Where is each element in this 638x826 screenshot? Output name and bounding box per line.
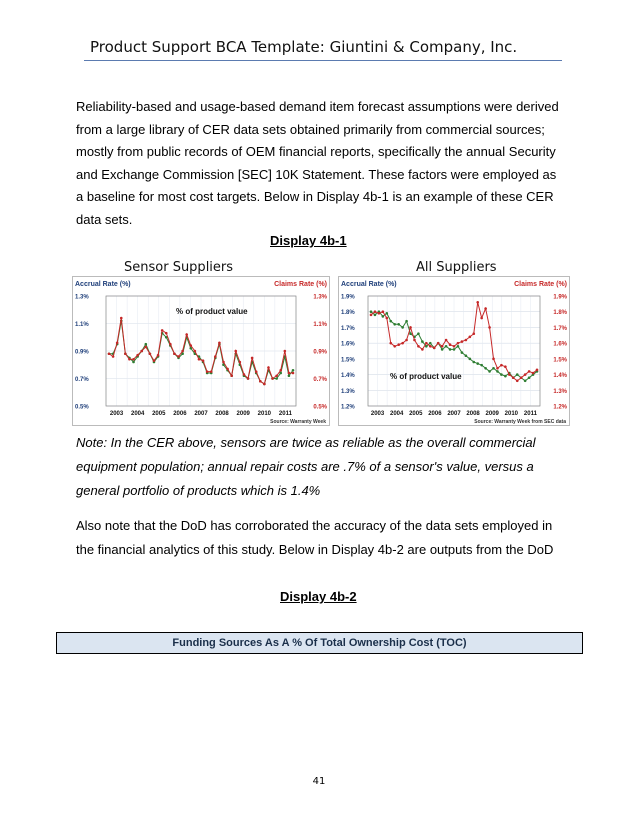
data-point [504, 365, 507, 368]
chart-title: Sensor Suppliers [124, 260, 234, 275]
data-point [239, 361, 242, 364]
table-title: Funding Sources As A % Of Total Ownership Cost (TOC) [172, 637, 467, 649]
x-tick-label: 2003 [109, 411, 124, 417]
data-point [461, 351, 464, 354]
x-tick-label: 2007 [194, 411, 208, 417]
data-point [210, 370, 213, 373]
data-point [267, 366, 270, 369]
data-point [437, 342, 440, 345]
data-point [120, 317, 123, 320]
data-point [386, 312, 389, 315]
data-point [165, 332, 168, 335]
data-point [425, 342, 428, 345]
data-point [284, 350, 287, 353]
data-point [488, 370, 491, 373]
data-point [206, 370, 209, 373]
y-tick-label-right: 1.1% [313, 322, 327, 328]
x-tick-label: 2008 [466, 411, 480, 417]
left-axis-label: Accrual Rate (%) [341, 281, 397, 288]
data-point [465, 339, 468, 342]
y-tick-label-left: 0.5% [75, 404, 89, 411]
data-point [480, 317, 483, 320]
y-tick-label-left: 1.1% [75, 322, 89, 328]
data-point [124, 352, 127, 355]
data-point [136, 354, 139, 357]
data-point [457, 345, 460, 348]
data-point [508, 373, 511, 376]
x-tick-label: 2003 [370, 411, 385, 417]
data-point [405, 339, 408, 342]
y-tick-label-right: 1.4% [553, 373, 567, 380]
y-tick-label-left: 1.5% [341, 357, 355, 364]
data-point [128, 358, 131, 361]
data-point [449, 343, 452, 346]
data-point [476, 301, 479, 304]
y-tick-label-right: 1.7% [553, 325, 567, 332]
data-point [524, 380, 527, 383]
data-point [271, 377, 274, 380]
data-point [161, 329, 164, 332]
data-point [370, 310, 373, 313]
data-point [500, 364, 503, 367]
data-point [386, 317, 389, 320]
right-axis-label: Claims Rate (%) [514, 281, 567, 288]
data-point [218, 341, 221, 344]
header-divider [84, 60, 562, 61]
data-point [469, 336, 472, 339]
chart-source: Source: Warranty Week from SEC data [474, 419, 566, 425]
y-tick-label-left: 1.3% [341, 388, 355, 395]
y-tick-label-left: 0.9% [75, 349, 89, 356]
data-point [496, 370, 499, 373]
data-point [516, 373, 519, 376]
data-point [243, 373, 246, 376]
data-point [108, 352, 111, 355]
data-point [393, 345, 396, 348]
data-point [198, 358, 201, 361]
y-tick-label-left: 1.9% [341, 294, 355, 301]
data-point [173, 352, 176, 355]
data-point [378, 312, 381, 315]
left-axis-label: Accrual Rate (%) [75, 281, 131, 288]
data-point [116, 341, 119, 344]
data-point [145, 346, 148, 349]
y-tick-label-left: 1.2% [341, 404, 355, 411]
data-point [421, 348, 424, 351]
data-point [528, 376, 531, 379]
cer-note: Note: In the CER above, sensors are twice as reliable as the overall commercial equipment population; annual repair costs are .7% of a sensor's value, versus a general portfolio of products which is 1.4% [76, 435, 536, 498]
data-point [374, 310, 377, 313]
data-point [202, 359, 205, 362]
data-point [465, 354, 468, 357]
page-header-title: Product Support BCA Template: Giuntini & Company, Inc. [90, 38, 518, 56]
x-tick-label: 2010 [257, 411, 272, 417]
data-point [476, 362, 479, 365]
data-point [230, 374, 233, 377]
data-point [461, 340, 464, 343]
sensor-chart-svg [72, 276, 330, 442]
y-tick-label-right: 1.5% [553, 357, 567, 364]
x-tick-label: 2008 [215, 411, 229, 417]
y-tick-label-right: 1.3% [553, 388, 567, 395]
data-point [292, 372, 295, 375]
data-point [288, 372, 291, 375]
chart-title: All Suppliers [416, 260, 497, 275]
data-point [405, 320, 408, 323]
y-tick-label-left: 1.8% [341, 310, 355, 317]
data-point [520, 376, 523, 379]
sensor-suppliers-chart [72, 262, 330, 428]
data-point [421, 340, 424, 343]
x-tick-label: 2006 [428, 411, 442, 417]
data-point [382, 310, 385, 313]
data-point [132, 361, 135, 364]
data-point [445, 339, 448, 342]
chart-source: Source: Warranty Week [270, 419, 326, 425]
data-point [528, 370, 531, 373]
data-point [409, 326, 412, 329]
data-point [263, 383, 266, 386]
data-point [441, 348, 444, 351]
intro-paragraph: Reliability-based and usage-based demand item forecast assumptions were derived from a large library of CER data sets obtained primarily from commercial sources; mostly from public records of OEM financial reports, specifically the annual Security and Exchange Commission [SEC] 10K Statement. These factors were employed as a baseline for most cost targets. Below in Display 4b-1 is an example of these CER data sets. [76, 99, 559, 227]
data-point [393, 323, 396, 326]
y-tick-label-right: 0.5% [313, 404, 327, 411]
data-point [429, 342, 432, 345]
display-4b-1-caption: Display 4b-1 [270, 233, 347, 248]
data-point [532, 372, 535, 375]
data-point [222, 361, 225, 364]
data-point [484, 307, 487, 310]
data-point [453, 348, 456, 351]
data-point [247, 377, 250, 380]
display-4b-2-caption: Display 4b-2 [280, 589, 357, 604]
x-tick-label: 2011 [278, 411, 292, 417]
data-point [153, 359, 156, 362]
data-point [140, 350, 143, 353]
x-tick-label: 2006 [173, 411, 187, 417]
x-tick-label: 2004 [130, 411, 145, 417]
y-tick-label-right: 1.2% [553, 404, 567, 411]
y-tick-label-right: 1.8% [553, 310, 567, 317]
right-axis-label: Claims Rate (%) [274, 281, 327, 288]
data-point [189, 344, 192, 347]
data-point [536, 369, 539, 372]
data-point [251, 357, 254, 360]
data-point [181, 350, 184, 353]
data-point [145, 343, 148, 346]
data-point [177, 355, 180, 358]
data-point [417, 345, 420, 348]
y-tick-label-right: 1.6% [553, 341, 567, 348]
data-point [397, 343, 400, 346]
data-point [226, 368, 229, 371]
data-point [234, 350, 237, 353]
data-point [132, 358, 135, 361]
data-point [492, 358, 495, 361]
y-tick-label-right: 0.7% [313, 377, 327, 383]
y-tick-label-left: 1.4% [341, 373, 355, 380]
data-point [409, 332, 412, 335]
data-point [397, 323, 400, 326]
data-point [457, 342, 460, 345]
data-point [445, 345, 448, 348]
data-point [488, 326, 491, 329]
data-point [417, 332, 420, 335]
chart-annotation: % of product value [176, 307, 248, 316]
x-tick-label: 2005 [409, 411, 423, 417]
toc-funding-table-header [56, 632, 583, 654]
y-tick-label-left: 1.6% [341, 341, 355, 348]
data-point [382, 315, 385, 318]
x-tick-label: 2009 [236, 411, 250, 417]
data-point [472, 361, 475, 364]
y-tick-label-right: 1.9% [553, 294, 567, 301]
x-tick-label: 2005 [152, 411, 166, 417]
y-tick-label-left: 1.7% [341, 325, 355, 332]
all-suppliers-chart [338, 262, 570, 428]
data-point [292, 369, 295, 372]
data-point [255, 370, 258, 373]
data-point [389, 342, 392, 345]
data-point [413, 339, 416, 342]
data-point [157, 354, 160, 357]
all-suppliers-chart-svg [338, 276, 570, 442]
x-tick-label: 2007 [447, 411, 461, 417]
data-point [185, 333, 188, 336]
y-tick-label-left: 1.3% [75, 294, 89, 301]
data-point [401, 326, 404, 329]
x-tick-label: 2010 [504, 411, 519, 417]
data-point [370, 314, 373, 317]
data-point [169, 343, 172, 346]
data-point [112, 355, 115, 358]
data-point [480, 364, 483, 367]
data-point [374, 314, 377, 317]
x-tick-label: 2009 [485, 411, 499, 417]
x-tick-label: 2011 [523, 411, 537, 417]
data-point [433, 347, 436, 350]
data-point [275, 374, 278, 377]
data-point [453, 345, 456, 348]
data-point [472, 332, 475, 335]
y-tick-label-right: 0.9% [313, 349, 327, 356]
data-point [492, 367, 495, 370]
dod-paragraph: Also note that the DoD has corroborated the accuracy of the data sets employed in the financial analytics of this study. Below in Display 4b-2 are outputs from the DoD [76, 518, 554, 557]
data-point [512, 376, 515, 379]
data-point [500, 373, 503, 376]
data-point [288, 374, 291, 377]
data-point [214, 355, 217, 358]
data-point [496, 367, 499, 370]
data-point [429, 345, 432, 348]
data-point [484, 367, 487, 370]
data-point [275, 377, 278, 380]
data-point [401, 342, 404, 345]
data-point [441, 345, 444, 348]
data-point [524, 373, 527, 376]
data-point [504, 375, 507, 378]
data-point [194, 350, 197, 353]
data-point [449, 348, 452, 351]
x-tick-label: 2004 [389, 411, 404, 417]
page-number: 41 [312, 776, 326, 787]
data-point [259, 380, 262, 383]
data-point [279, 369, 282, 372]
data-point [469, 358, 472, 361]
y-tick-label-left: 0.7% [75, 377, 89, 383]
y-tick-label-right: 1.3% [313, 294, 327, 301]
data-point [516, 380, 519, 383]
data-point [149, 352, 152, 355]
chart-annotation: % of product value [390, 372, 462, 381]
data-point [389, 320, 392, 323]
